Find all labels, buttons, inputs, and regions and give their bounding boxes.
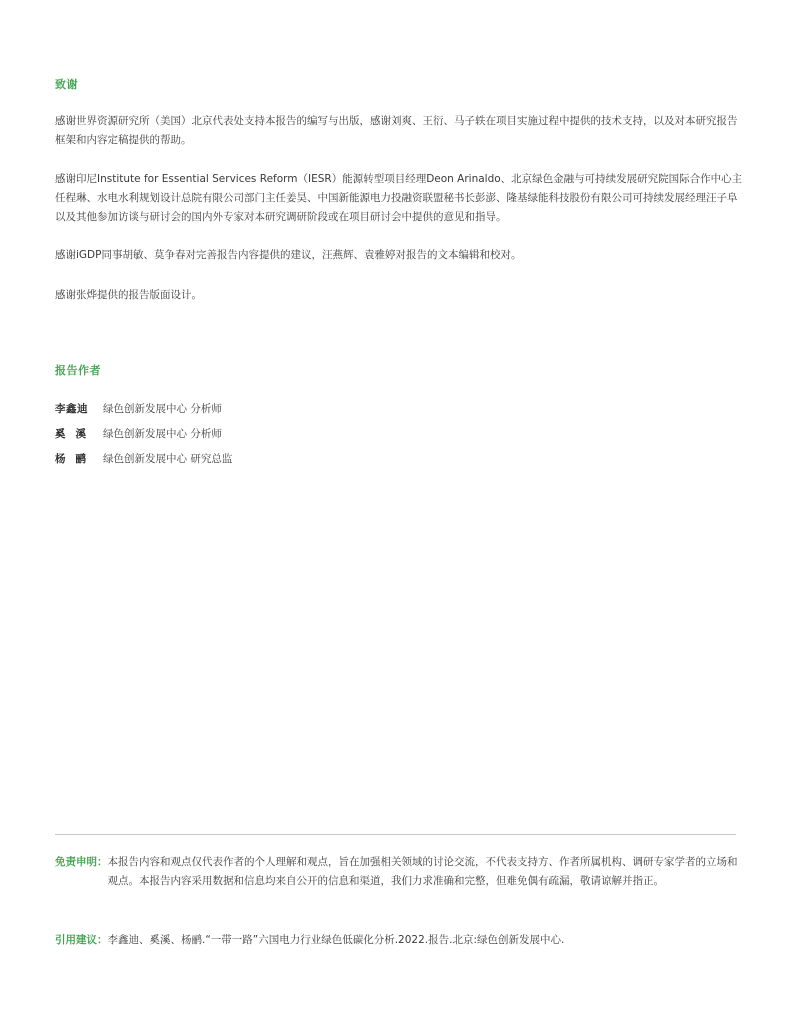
- author-role: 绿色创新发展中心 分析师: [103, 428, 222, 440]
- authors-heading: 报告作者: [55, 364, 101, 377]
- citation-text: 李鑫迪、奚溪、杨鹂.“一带一路”六国电力行业绿色低碳化分析.2022.报告.北京:绿色创新发展中心.: [107, 934, 565, 946]
- author-row: [55, 427, 222, 441]
- author-name: 奚溪: [55, 428, 96, 440]
- disclaimer-label: 免责申明：: [55, 856, 108, 868]
- acknowledgement-paragraph-2: 感谢印尼Institute for Essential Services Reform（IESR）能源转型项目经理Deon Arinaldo、北京绿色金融与可持续发展研究院国际合作中心主任程琳、水电水利规划设计总院有限公司部门主任姜昊、中国新能源电力投融资联盟秘书长彭澎、隆基绿能科技股份有限公司可持续发展经理汪子阜以及其他参加访谈与研讨会的国内外专家对本研究调研阶段或在项目研讨会中提供的意见和指导。: [55, 173, 743, 223]
- acknowledgement-paragraph-4: 感谢张烨提供的报告版面设计。: [55, 289, 202, 301]
- citation-block: [55, 931, 745, 950]
- author-role: 绿色创新发展中心 研究总监: [103, 453, 233, 465]
- acknowledgement-paragraph-3: 感谢iGDP同事胡敏、莫争春对完善报告内容提供的建议，汪燕辉、袁雅婷对报告的文本编辑和校对。: [55, 249, 522, 261]
- disclaimer-text: 本报告内容和观点仅代表作者的个人理解和观点，旨在加强相关领域的讨论交流，不代表支持方、作者所属机构、调研专家学者的立场和观点。本报告内容采用数据和信息均来自公开的信息和渠道，我们力求准确和完整，但难免偶有疏漏，敬请谅解并指正。: [107, 856, 738, 887]
- disclaimer-block: [55, 853, 745, 891]
- citation-label: 引用建议：: [55, 934, 108, 946]
- author-name: 李鑫迪: [55, 403, 88, 415]
- acknowledgements-heading: 致谢: [55, 78, 78, 91]
- author-name: 杨鹂: [55, 453, 96, 465]
- footer-divider: [55, 834, 736, 835]
- author-role: 绿色创新发展中心 分析师: [103, 403, 222, 415]
- author-row: [55, 452, 232, 466]
- acknowledgement-paragraph-1: 感谢世界资源研究所（美国）北京代表处支持本报告的编写与出版，感谢刘爽、王衍、马子轶在项目实施过程中提供的技术支持，以及对本研究报告框架和内容定稿提供的帮助。: [55, 115, 738, 146]
- author-row: [55, 402, 222, 416]
